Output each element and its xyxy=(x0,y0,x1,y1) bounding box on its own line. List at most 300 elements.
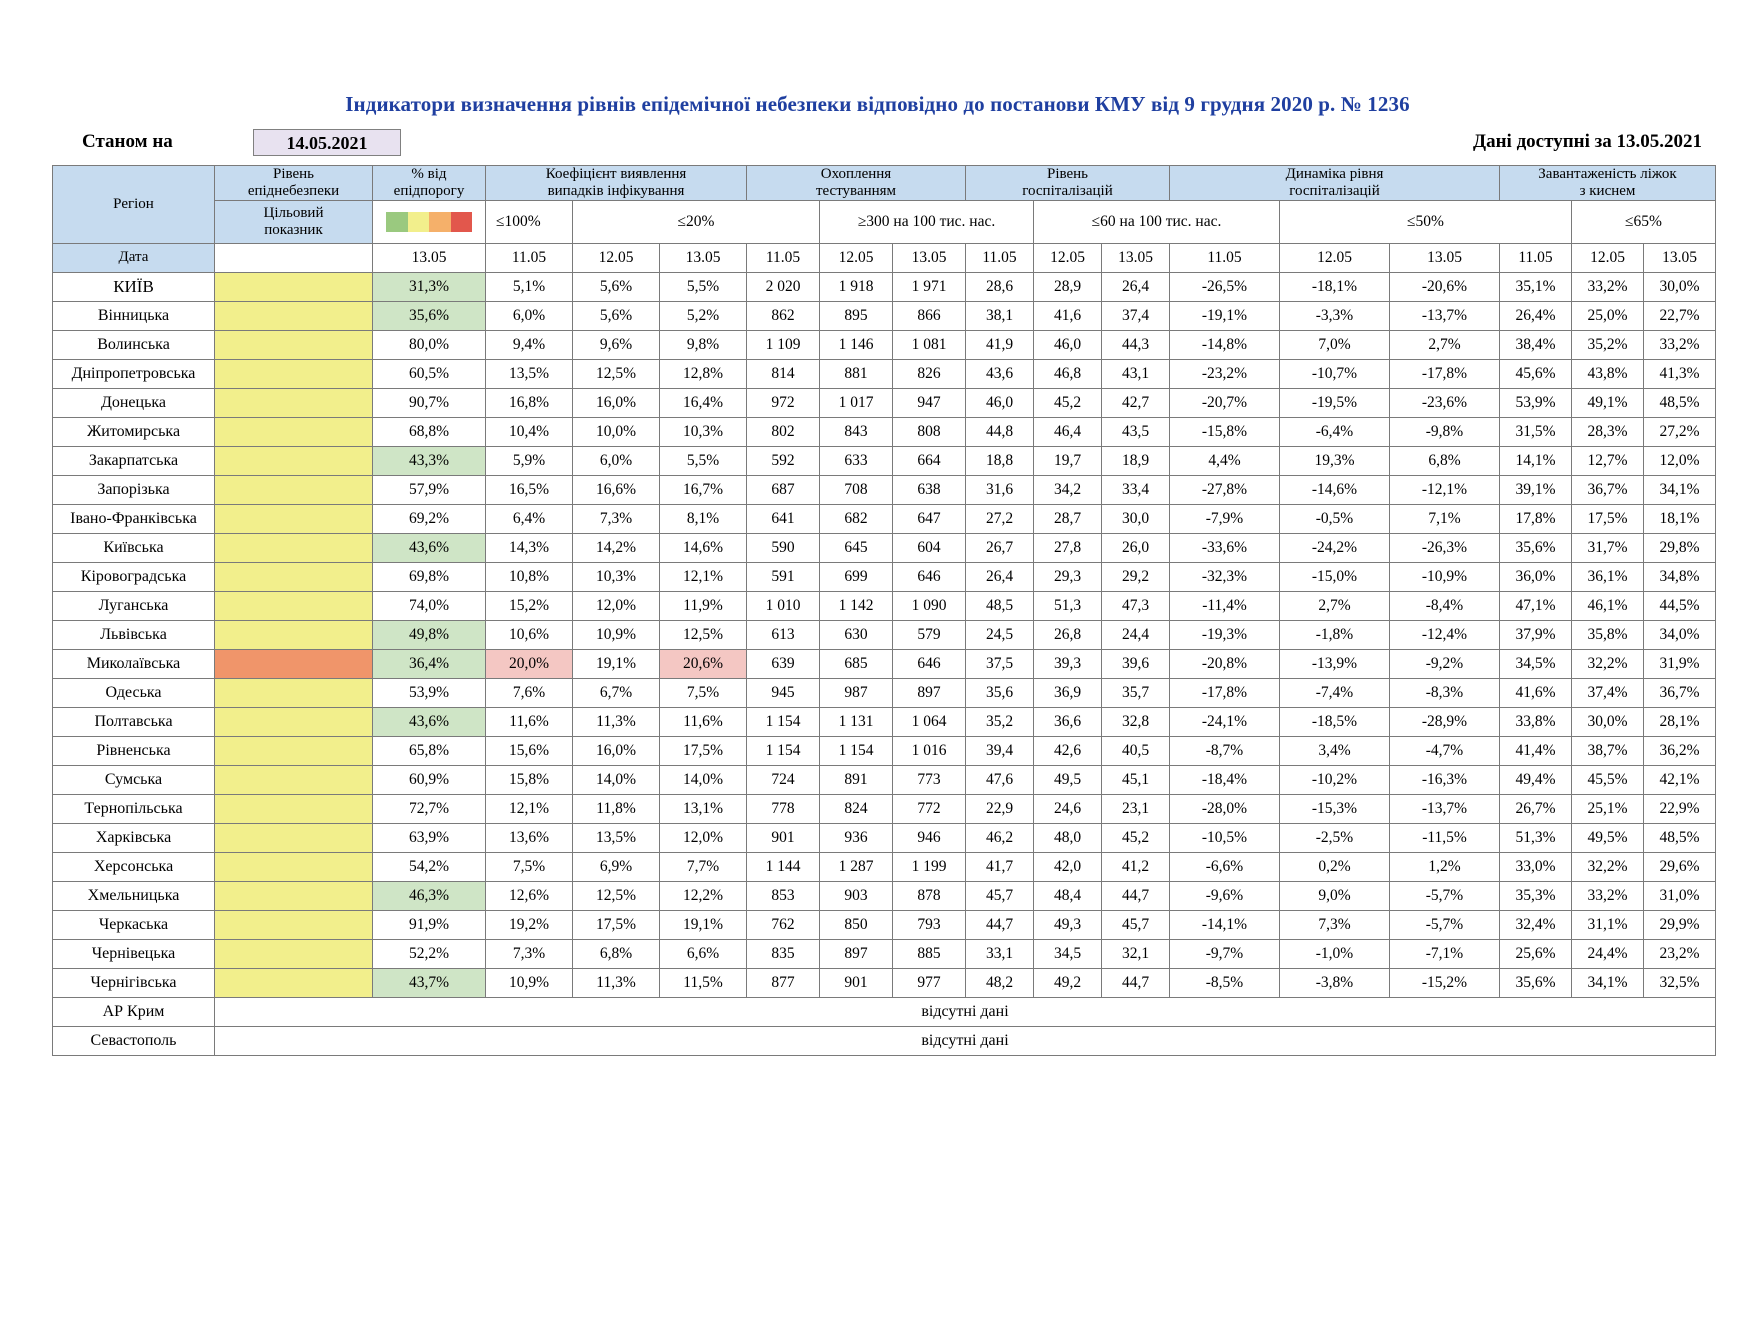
row-oxygen-beds-2: 31,9% xyxy=(1644,649,1716,678)
row-hosp-level-0: 24,5 xyxy=(966,620,1034,649)
row-pct-threshold: 60,9% xyxy=(373,765,486,794)
row-epidemic-level-cell xyxy=(215,649,373,678)
row-detection-1: 17,5% xyxy=(573,910,660,939)
target-label-l1: Цільовий xyxy=(263,204,324,221)
date-oxy-13-05: 13.05 xyxy=(1644,243,1716,272)
table-row-no-data xyxy=(53,1026,1716,1055)
row-oxygen-beds-2: 48,5% xyxy=(1644,823,1716,852)
row-testing-1: 645 xyxy=(820,533,893,562)
row-region: Херсонська xyxy=(53,852,215,881)
row-detection-0: 5,1% xyxy=(486,272,573,301)
row-pct-threshold: 49,8% xyxy=(373,620,486,649)
row-testing-1: 682 xyxy=(820,504,893,533)
row-hosp-dynamics-2: -23,6% xyxy=(1390,388,1500,417)
table-row xyxy=(53,852,1716,881)
row-hosp-level-2: 45,1 xyxy=(1102,765,1170,794)
row-oxygen-beds-0: 37,9% xyxy=(1500,620,1572,649)
row-pct-threshold: 90,7% xyxy=(373,388,486,417)
row-hosp-level-2: 40,5 xyxy=(1102,736,1170,765)
row-hosp-level-2: 32,1 xyxy=(1102,939,1170,968)
row-hosp-level-1: 41,6 xyxy=(1034,301,1102,330)
row-oxygen-beds-2: 29,8% xyxy=(1644,533,1716,562)
row-hosp-level-2: 35,7 xyxy=(1102,678,1170,707)
row-detection-0: 7,5% xyxy=(486,852,573,881)
table-row xyxy=(53,968,1716,997)
row-hosp-level-1: 24,6 xyxy=(1034,794,1102,823)
row-testing-2: 793 xyxy=(893,910,966,939)
row-hosp-level-0: 41,7 xyxy=(966,852,1034,881)
row-hosp-level-0: 28,6 xyxy=(966,272,1034,301)
row-region: Київська xyxy=(53,533,215,562)
row-oxygen-beds-0: 51,3% xyxy=(1500,823,1572,852)
row-hosp-dynamics-1: -1,0% xyxy=(1280,939,1390,968)
row-testing-0: 1 154 xyxy=(747,736,820,765)
row-hosp-dynamics-2: -16,3% xyxy=(1390,765,1500,794)
row-oxygen-beds-2: 29,6% xyxy=(1644,852,1716,881)
col-detection-rate xyxy=(486,166,747,201)
row-region: Кіровоградська xyxy=(53,562,215,591)
row-testing-0: 592 xyxy=(747,446,820,475)
row-hosp-level-1: 46,4 xyxy=(1034,417,1102,446)
row-hosp-dynamics-0: -6,6% xyxy=(1170,852,1280,881)
row-detection-2: 11,9% xyxy=(660,591,747,620)
table-header-row-groups xyxy=(53,166,1716,201)
table-row xyxy=(53,620,1716,649)
row-hosp-level-2: 45,2 xyxy=(1102,823,1170,852)
date-hosp-13-05: 13.05 xyxy=(1102,243,1170,272)
row-oxygen-beds-2: 31,0% xyxy=(1644,881,1716,910)
row-hosp-level-0: 26,7 xyxy=(966,533,1034,562)
row-oxygen-beds-1: 33,2% xyxy=(1572,881,1644,910)
row-hosp-level-0: 43,6 xyxy=(966,359,1034,388)
row-hosp-dynamics-1: -3,8% xyxy=(1280,968,1390,997)
row-detection-0: 16,5% xyxy=(486,475,573,504)
date-test-12-05: 12.05 xyxy=(820,243,893,272)
date-det-11-05: 11.05 xyxy=(486,243,573,272)
row-pct-threshold: 43,3% xyxy=(373,446,486,475)
row-hosp-dynamics-1: -10,2% xyxy=(1280,765,1390,794)
row-oxygen-beds-2: 33,2% xyxy=(1644,330,1716,359)
row-pct-threshold: 91,9% xyxy=(373,910,486,939)
row-region: Хмельницька xyxy=(53,881,215,910)
row-hosp-dynamics-2: -20,6% xyxy=(1390,272,1500,301)
row-region: КИЇВ xyxy=(53,272,215,301)
row-testing-0: 1 010 xyxy=(747,591,820,620)
row-hosp-dynamics-0: -7,9% xyxy=(1170,504,1280,533)
row-detection-1: 6,0% xyxy=(573,446,660,475)
row-oxygen-beds-0: 35,6% xyxy=(1500,533,1572,562)
legend xyxy=(373,212,485,232)
row-hosp-level-2: 43,1 xyxy=(1102,359,1170,388)
row-detection-0: 6,4% xyxy=(486,504,573,533)
row-hosp-dynamics-2: -13,7% xyxy=(1390,794,1500,823)
row-hosp-level-0: 45,7 xyxy=(966,881,1034,910)
row-pct-threshold: 31,3% xyxy=(373,272,486,301)
row-region: Луганська xyxy=(53,591,215,620)
row-testing-1: 824 xyxy=(820,794,893,823)
row-hosp-level-0: 47,6 xyxy=(966,765,1034,794)
row-detection-0: 12,6% xyxy=(486,881,573,910)
row-epidemic-level-cell xyxy=(215,794,373,823)
table-row xyxy=(53,533,1716,562)
row-testing-2: 1 016 xyxy=(893,736,966,765)
table-row xyxy=(53,881,1716,910)
table-row xyxy=(53,794,1716,823)
row-testing-1: 685 xyxy=(820,649,893,678)
row-hosp-dynamics-0: -14,8% xyxy=(1170,330,1280,359)
row-hosp-dynamics-2: -8,3% xyxy=(1390,678,1500,707)
row-hosp-level-1: 36,9 xyxy=(1034,678,1102,707)
row-oxygen-beds-0: 38,4% xyxy=(1500,330,1572,359)
row-detection-2: 12,5% xyxy=(660,620,747,649)
row-detection-2: 20,6% xyxy=(660,649,747,678)
row-hosp-dynamics-1: 2,7% xyxy=(1280,591,1390,620)
row-detection-0: 7,6% xyxy=(486,678,573,707)
table-row xyxy=(53,591,1716,620)
row-oxygen-beds-1: 46,1% xyxy=(1572,591,1644,620)
row-oxygen-beds-2: 12,0% xyxy=(1644,446,1716,475)
row-hosp-level-2: 26,0 xyxy=(1102,533,1170,562)
row-testing-2: 579 xyxy=(893,620,966,649)
row-testing-2: 826 xyxy=(893,359,966,388)
row-hosp-level-1: 45,2 xyxy=(1034,388,1102,417)
row-oxygen-beds-1: 25,0% xyxy=(1572,301,1644,330)
subheader xyxy=(0,131,1755,159)
row-oxygen-beds-2: 30,0% xyxy=(1644,272,1716,301)
row-oxygen-beds-2: 27,2% xyxy=(1644,417,1716,446)
row-hosp-dynamics-2: -7,1% xyxy=(1390,939,1500,968)
row-hosp-dynamics-0: -10,5% xyxy=(1170,823,1280,852)
row-oxygen-beds-2: 41,3% xyxy=(1644,359,1716,388)
row-testing-2: 604 xyxy=(893,533,966,562)
row-oxygen-beds-0: 39,1% xyxy=(1500,475,1572,504)
row-oxygen-beds-1: 43,8% xyxy=(1572,359,1644,388)
indicators-table xyxy=(52,165,1716,1056)
row-detection-2: 11,5% xyxy=(660,968,747,997)
target-detection: ≤20% xyxy=(573,200,820,243)
row-epidemic-level-cell xyxy=(215,881,373,910)
col-oxygen-beds xyxy=(1500,166,1716,201)
row-testing-0: 590 xyxy=(747,533,820,562)
legend-cell xyxy=(373,200,486,243)
row-detection-2: 12,2% xyxy=(660,881,747,910)
row-oxygen-beds-1: 34,1% xyxy=(1572,968,1644,997)
row-hosp-dynamics-2: 7,1% xyxy=(1390,504,1500,533)
row-testing-2: 897 xyxy=(893,678,966,707)
row-pct-threshold: 43,7% xyxy=(373,968,486,997)
row-oxygen-beds-0: 17,8% xyxy=(1500,504,1572,533)
row-hosp-level-0: 26,4 xyxy=(966,562,1034,591)
row-testing-1: 1 918 xyxy=(820,272,893,301)
row-hosp-dynamics-2: -28,9% xyxy=(1390,707,1500,736)
row-testing-1: 891 xyxy=(820,765,893,794)
row-oxygen-beds-2: 29,9% xyxy=(1644,910,1716,939)
date-det-13-05: 13.05 xyxy=(660,243,747,272)
row-oxygen-beds-0: 35,1% xyxy=(1500,272,1572,301)
row-oxygen-beds-0: 32,4% xyxy=(1500,910,1572,939)
row-oxygen-beds-1: 32,2% xyxy=(1572,649,1644,678)
row-hosp-level-1: 34,5 xyxy=(1034,939,1102,968)
row-hosp-level-0: 31,6 xyxy=(966,475,1034,504)
row-detection-2: 10,3% xyxy=(660,417,747,446)
row-hosp-level-0: 48,5 xyxy=(966,591,1034,620)
row-oxygen-beds-0: 33,0% xyxy=(1500,852,1572,881)
row-oxygen-beds-1: 45,5% xyxy=(1572,765,1644,794)
row-hosp-dynamics-1: -18,5% xyxy=(1280,707,1390,736)
table-row xyxy=(53,504,1716,533)
row-region: Житомирська xyxy=(53,417,215,446)
row-epidemic-level-cell xyxy=(215,852,373,881)
row-region: Чернігівська xyxy=(53,968,215,997)
row-hosp-dynamics-1: -6,4% xyxy=(1280,417,1390,446)
row-hosp-dynamics-2: -5,7% xyxy=(1390,881,1500,910)
row-oxygen-beds-1: 17,5% xyxy=(1572,504,1644,533)
row-testing-0: 1 109 xyxy=(747,330,820,359)
row-epidemic-level-cell xyxy=(215,910,373,939)
row-epidemic-level-cell xyxy=(215,620,373,649)
col-detection-rate-l1: Коефіцієнт виявлення xyxy=(545,166,687,182)
row-pct-threshold: 69,8% xyxy=(373,562,486,591)
row-hosp-dynamics-1: -10,7% xyxy=(1280,359,1390,388)
target-hosp-level: ≤60 на 100 тис. нас. xyxy=(1034,200,1280,243)
row-hosp-dynamics-0: -19,3% xyxy=(1170,620,1280,649)
date-pct-13-05: 13.05 xyxy=(373,243,486,272)
row-testing-0: 814 xyxy=(747,359,820,388)
row-detection-1: 10,9% xyxy=(573,620,660,649)
row-hosp-dynamics-2: -10,9% xyxy=(1390,562,1500,591)
row-region: Дніпропетровська xyxy=(53,359,215,388)
row-hosp-dynamics-2: 1,2% xyxy=(1390,852,1500,881)
row-testing-1: 850 xyxy=(820,910,893,939)
row-epidemic-level-cell xyxy=(215,591,373,620)
date-dyn-11-05: 11.05 xyxy=(1170,243,1280,272)
row-hosp-dynamics-0: -17,8% xyxy=(1170,678,1280,707)
row-hosp-level-2: 43,5 xyxy=(1102,417,1170,446)
row-testing-1: 1 131 xyxy=(820,707,893,736)
row-detection-2: 5,5% xyxy=(660,446,747,475)
row-testing-2: 866 xyxy=(893,301,966,330)
row-pct-threshold: 35,6% xyxy=(373,301,486,330)
row-region: Одеська xyxy=(53,678,215,707)
row-region: Вінницька xyxy=(53,301,215,330)
row-region: Волинська xyxy=(53,330,215,359)
row-hosp-level-1: 49,5 xyxy=(1034,765,1102,794)
row-testing-0: 2 020 xyxy=(747,272,820,301)
row-testing-0: 687 xyxy=(747,475,820,504)
row-hosp-level-0: 18,8 xyxy=(966,446,1034,475)
row-testing-2: 664 xyxy=(893,446,966,475)
row-hosp-level-1: 36,6 xyxy=(1034,707,1102,736)
row-pct-threshold: 80,0% xyxy=(373,330,486,359)
row-oxygen-beds-0: 45,6% xyxy=(1500,359,1572,388)
row-hosp-level-1: 49,3 xyxy=(1034,910,1102,939)
row-pct-threshold: 74,0% xyxy=(373,591,486,620)
legend-swatch-red xyxy=(451,212,473,232)
row-testing-1: 699 xyxy=(820,562,893,591)
row-detection-2: 5,5% xyxy=(660,272,747,301)
col-testing-coverage xyxy=(747,166,966,201)
target-label-l2: показник xyxy=(264,221,323,238)
row-testing-0: 877 xyxy=(747,968,820,997)
row-oxygen-beds-1: 31,7% xyxy=(1572,533,1644,562)
row-pct-threshold: 57,9% xyxy=(373,475,486,504)
row-hosp-dynamics-1: -0,5% xyxy=(1280,504,1390,533)
row-epidemic-level-cell xyxy=(215,388,373,417)
row-detection-1: 5,6% xyxy=(573,272,660,301)
row-testing-2: 646 xyxy=(893,649,966,678)
row-testing-0: 945 xyxy=(747,678,820,707)
row-oxygen-beds-1: 12,7% xyxy=(1572,446,1644,475)
page-title: Індикатори визначення рівнів епідемічної небезпеки відповідно до постанови КМУ від 9 грудня 2020 р. № 1236 xyxy=(345,92,1410,116)
row-oxygen-beds-0: 41,6% xyxy=(1500,678,1572,707)
row-pct-threshold: 65,8% xyxy=(373,736,486,765)
table-row xyxy=(53,823,1716,852)
row-epidemic-level-cell xyxy=(215,533,373,562)
date-label: Дата xyxy=(53,243,215,272)
data-available-label: Дані доступні за 13.05.2021 xyxy=(1473,131,1702,152)
row-detection-1: 16,0% xyxy=(573,736,660,765)
row-hosp-level-2: 44,3 xyxy=(1102,330,1170,359)
row-detection-2: 7,5% xyxy=(660,678,747,707)
row-testing-0: 901 xyxy=(747,823,820,852)
legend-swatch-orange xyxy=(429,212,451,232)
row-detection-1: 11,8% xyxy=(573,794,660,823)
row-epidemic-level-cell xyxy=(215,417,373,446)
row-epidemic-level-cell xyxy=(215,707,373,736)
row-detection-0: 15,6% xyxy=(486,736,573,765)
table-row xyxy=(53,649,1716,678)
row-hosp-level-2: 41,2 xyxy=(1102,852,1170,881)
col-hospitalization-dynamics-l2: госпіталізацій xyxy=(1289,182,1380,199)
target-label xyxy=(215,200,373,243)
row-hosp-level-2: 29,2 xyxy=(1102,562,1170,591)
date-dyn-13-05: 13.05 xyxy=(1390,243,1500,272)
date-test-13-05: 13.05 xyxy=(893,243,966,272)
row-testing-2: 1 064 xyxy=(893,707,966,736)
row-region: Харківська xyxy=(53,823,215,852)
row-oxygen-beds-2: 28,1% xyxy=(1644,707,1716,736)
row-oxygen-beds-0: 26,7% xyxy=(1500,794,1572,823)
legend-swatch-green xyxy=(386,212,408,232)
row-testing-2: 1 081 xyxy=(893,330,966,359)
row-testing-2: 946 xyxy=(893,823,966,852)
row-hosp-level-1: 26,8 xyxy=(1034,620,1102,649)
row-hosp-level-0: 37,5 xyxy=(966,649,1034,678)
row-testing-2: 647 xyxy=(893,504,966,533)
row-testing-0: 762 xyxy=(747,910,820,939)
row-testing-1: 1 146 xyxy=(820,330,893,359)
date-level-empty xyxy=(215,243,373,272)
date-oxy-11-05: 11.05 xyxy=(1500,243,1572,272)
row-testing-1: 903 xyxy=(820,881,893,910)
row-no-data-text: відсутні дані xyxy=(215,997,1716,1026)
row-hosp-level-1: 42,6 xyxy=(1034,736,1102,765)
row-detection-1: 11,3% xyxy=(573,968,660,997)
row-testing-0: 972 xyxy=(747,388,820,417)
row-epidemic-level-cell xyxy=(215,939,373,968)
col-pct-threshold-l1: % від xyxy=(411,166,447,182)
row-oxygen-beds-2: 18,1% xyxy=(1644,504,1716,533)
row-hosp-level-1: 39,3 xyxy=(1034,649,1102,678)
row-pct-threshold: 60,5% xyxy=(373,359,486,388)
table-row xyxy=(53,301,1716,330)
row-hosp-level-1: 49,2 xyxy=(1034,968,1102,997)
row-testing-2: 808 xyxy=(893,417,966,446)
row-pct-threshold: 69,2% xyxy=(373,504,486,533)
row-detection-0: 19,2% xyxy=(486,910,573,939)
row-oxygen-beds-0: 25,6% xyxy=(1500,939,1572,968)
date-det-12-05: 12.05 xyxy=(573,243,660,272)
row-oxygen-beds-2: 44,5% xyxy=(1644,591,1716,620)
row-oxygen-beds-0: 47,1% xyxy=(1500,591,1572,620)
row-detection-0: 11,6% xyxy=(486,707,573,736)
date-oxy-12-05: 12.05 xyxy=(1572,243,1644,272)
col-hospitalization-level-l2: госпіталізацій xyxy=(1022,182,1113,199)
row-testing-1: 895 xyxy=(820,301,893,330)
row-testing-2: 878 xyxy=(893,881,966,910)
col-oxygen-beds-l2: з киснем xyxy=(1579,182,1636,199)
row-oxygen-beds-0: 14,1% xyxy=(1500,446,1572,475)
row-oxygen-beds-2: 32,5% xyxy=(1644,968,1716,997)
row-detection-0: 13,6% xyxy=(486,823,573,852)
row-hosp-dynamics-0: -14,1% xyxy=(1170,910,1280,939)
row-hosp-level-2: 30,0 xyxy=(1102,504,1170,533)
row-testing-0: 639 xyxy=(747,649,820,678)
row-oxygen-beds-2: 22,7% xyxy=(1644,301,1716,330)
row-hosp-dynamics-0: -23,2% xyxy=(1170,359,1280,388)
date-test-11-05: 11.05 xyxy=(747,243,820,272)
document-page xyxy=(0,92,1755,1333)
row-hosp-dynamics-1: -2,5% xyxy=(1280,823,1390,852)
row-hosp-dynamics-1: -14,6% xyxy=(1280,475,1390,504)
row-oxygen-beds-2: 22,9% xyxy=(1644,794,1716,823)
row-detection-0: 10,6% xyxy=(486,620,573,649)
row-oxygen-beds-2: 23,2% xyxy=(1644,939,1716,968)
row-region: Рівненська xyxy=(53,736,215,765)
col-pct-threshold-l2: епідпорогу xyxy=(393,182,465,199)
row-epidemic-level-cell xyxy=(215,678,373,707)
row-testing-1: 708 xyxy=(820,475,893,504)
row-detection-2: 19,1% xyxy=(660,910,747,939)
row-hosp-dynamics-1: -18,1% xyxy=(1280,272,1390,301)
row-oxygen-beds-2: 36,7% xyxy=(1644,678,1716,707)
row-testing-2: 638 xyxy=(893,475,966,504)
table-row xyxy=(53,359,1716,388)
table-row xyxy=(53,475,1716,504)
row-detection-2: 7,7% xyxy=(660,852,747,881)
row-hosp-dynamics-2: 2,7% xyxy=(1390,330,1500,359)
row-detection-0: 9,4% xyxy=(486,330,573,359)
row-region: Івано-Франківська xyxy=(53,504,215,533)
row-region: Сумська xyxy=(53,765,215,794)
row-testing-1: 843 xyxy=(820,417,893,446)
row-testing-1: 1 142 xyxy=(820,591,893,620)
table-row xyxy=(53,446,1716,475)
row-detection-2: 6,6% xyxy=(660,939,747,968)
legend-bar xyxy=(386,212,472,232)
row-oxygen-beds-0: 53,9% xyxy=(1500,388,1572,417)
row-oxygen-beds-1: 49,1% xyxy=(1572,388,1644,417)
row-hosp-dynamics-2: -4,7% xyxy=(1390,736,1500,765)
row-testing-0: 724 xyxy=(747,765,820,794)
col-oxygen-beds-l1: Завантаженість ліжок xyxy=(1538,166,1677,182)
col-epidemic-level-l1: Рівень xyxy=(272,166,315,182)
row-hosp-dynamics-0: -27,8% xyxy=(1170,475,1280,504)
target-hosp-dynamics: ≤50% xyxy=(1280,200,1572,243)
row-hosp-dynamics-1: -15,0% xyxy=(1280,562,1390,591)
row-hosp-dynamics-0: -9,6% xyxy=(1170,881,1280,910)
row-oxygen-beds-1: 36,1% xyxy=(1572,562,1644,591)
